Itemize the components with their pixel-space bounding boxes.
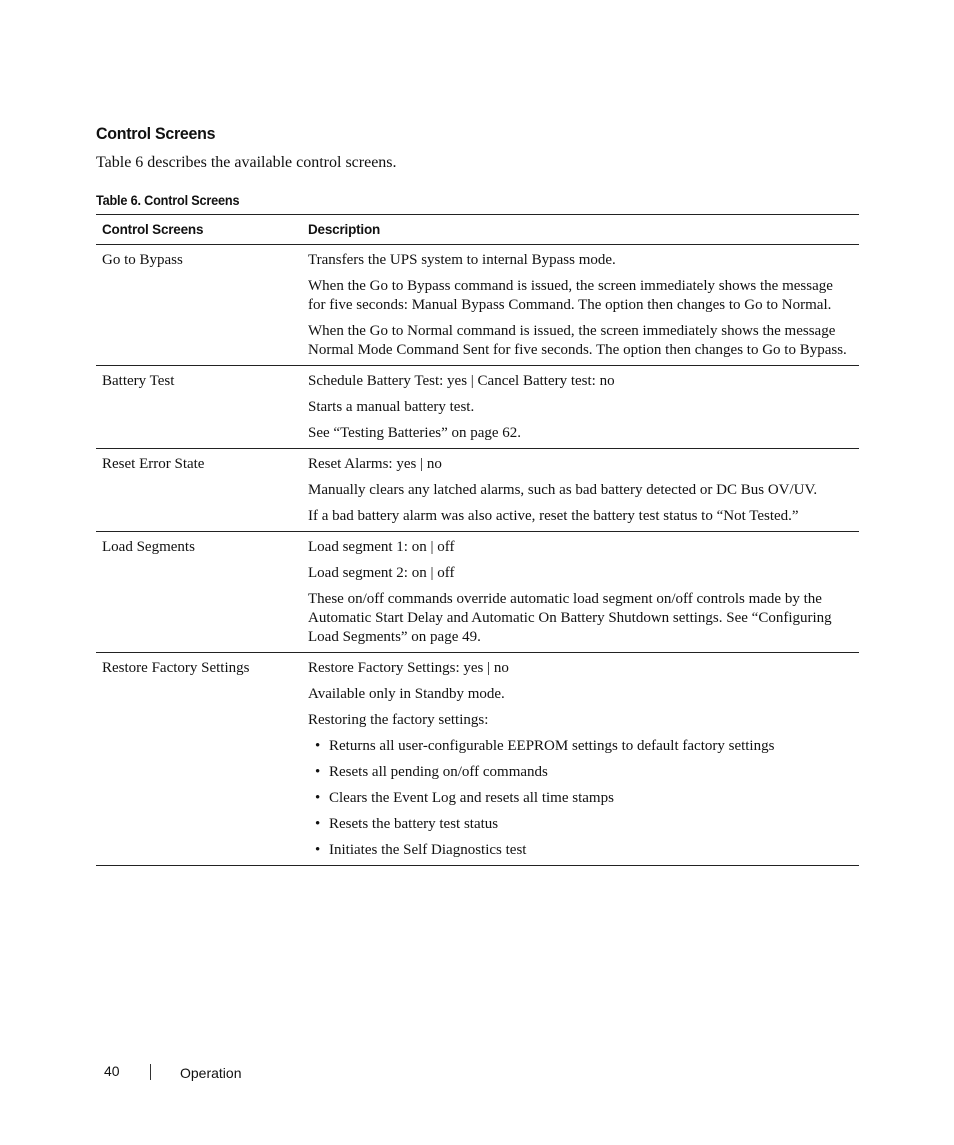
control-screen-description <box>302 366 859 449</box>
description-paragraph: When the Go to Normal command is issued, the screen immediately shows the message Normal Mode Command Sent for five seconds. The option then changes to Go to Bypass. <box>308 323 847 358</box>
bullet-item <box>308 763 853 782</box>
bullet-text: Returns all user-configurable EEPROM settings to default factory settings <box>329 738 775 754</box>
table-row <box>96 532 859 653</box>
control-screen-description <box>302 449 859 532</box>
bullet-list <box>308 737 853 860</box>
bullet-icon: • <box>315 738 321 754</box>
bullet-text: Resets all pending on/off commands <box>329 764 548 780</box>
description-paragraph: Available only in Standby mode. <box>308 686 505 702</box>
bullet-text: Initiates the Self Diagnostics test <box>329 842 527 858</box>
section-heading: Control Screens <box>96 124 216 143</box>
description-paragraph: Starts a manual battery test. <box>308 399 475 415</box>
description-paragraph: Load segment 2: on | off <box>308 565 455 581</box>
section-intro: Table 6 describes the available control screens. <box>96 154 397 171</box>
bullet-icon: • <box>315 764 321 780</box>
bullet-icon: • <box>315 790 321 806</box>
header-description: Description <box>302 215 859 245</box>
description-paragraph: Restoring the factory settings: <box>308 712 489 728</box>
control-screen-description <box>302 653 859 866</box>
description-paragraph: See “Testing Batteries” on page 62. <box>308 425 522 441</box>
table-row <box>96 653 859 866</box>
control-screen-name: Load Segments <box>96 532 302 653</box>
control-screen-name: Restore Factory Settings <box>96 653 302 866</box>
table-row <box>96 449 859 532</box>
bullet-icon: • <box>315 842 321 858</box>
table-row <box>96 245 859 366</box>
header-control-screens: Control Screens <box>96 215 302 245</box>
description-paragraph: If a bad battery alarm was also active, reset the battery test status to “Not Tested.” <box>308 508 799 524</box>
table-header-row <box>96 215 859 245</box>
control-screen-name: Battery Test <box>96 366 302 449</box>
control-screen-description <box>302 245 859 366</box>
control-screen-name: Go to Bypass <box>96 245 302 366</box>
bullet-item <box>308 815 853 834</box>
bullet-item <box>308 789 853 808</box>
table-body <box>96 245 859 866</box>
bullet-item <box>308 841 853 860</box>
description-paragraph: Load segment 1: on | off <box>308 539 455 555</box>
bullet-text: Resets the battery test status <box>329 816 499 832</box>
control-screen-name: Reset Error State <box>96 449 302 532</box>
description-paragraph: These on/off commands override automatic load segment on/off controls made by the Automatic Start Delay and Automatic On Battery Shutdown settings. See “Configuring Load Segments” on page 49. <box>308 591 832 645</box>
description-paragraph: Reset Alarms: yes | no <box>308 456 442 472</box>
footer-divider <box>150 1064 151 1080</box>
description-paragraph: Manually clears any latched alarms, such as bad battery detected or DC Bus OV/UV. <box>308 482 818 498</box>
control-screens-table <box>96 214 859 866</box>
table-caption: Table 6. Control Screens <box>96 193 240 208</box>
description-paragraph: Schedule Battery Test: yes | Cancel Battery test: no <box>308 373 615 389</box>
page-number: 40 <box>104 1063 120 1079</box>
bullet-item <box>308 737 853 756</box>
table-row <box>96 366 859 449</box>
footer-section-name: Operation <box>180 1065 242 1081</box>
bullet-icon: • <box>315 816 321 832</box>
description-paragraph: When the Go to Bypass command is issued, the screen immediately shows the message for five seconds: Manual Bypass Command. The option then changes to Go to Normal. <box>308 278 833 313</box>
control-screen-description <box>302 532 859 653</box>
bullet-text: Clears the Event Log and resets all time stamps <box>329 790 614 806</box>
description-paragraph: Restore Factory Settings: yes | no <box>308 660 509 676</box>
description-paragraph: Transfers the UPS system to internal Bypass mode. <box>308 252 616 268</box>
